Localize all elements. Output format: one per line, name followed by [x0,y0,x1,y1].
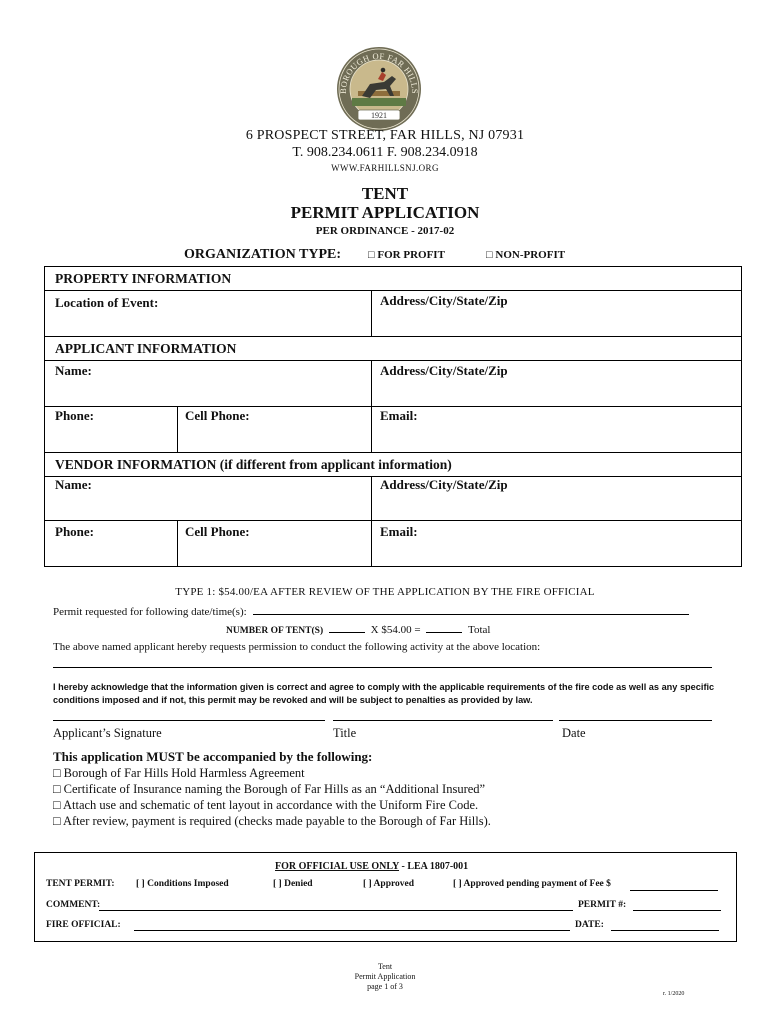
ordinance-reference: PER ORDINANCE - 2017-02 [315,225,455,237]
tents-row [226,622,490,636]
tent-permit-label: TENT PERMIT: [46,879,115,889]
total-input[interactable] [426,622,462,633]
applicant-name-field[interactable]: Name: [55,363,92,378]
approved-checkbox[interactable]: [ ] Approved [363,879,415,889]
requirement-insurance: □ Certificate of Insurance naming the Borough of Far Hills as an “Additional Insured” [53,782,486,796]
fire-official-input[interactable] [134,920,570,931]
title-line[interactable] [333,720,553,721]
date-line[interactable] [559,720,712,721]
revision-number: r. 1/2020 [663,991,685,997]
activity-statement: The above named applicant hereby requests permission to conduct the following activity at the above location: [53,641,541,653]
date-label: Date [562,726,586,740]
vendor-address-field[interactable]: Address/City/State/Zip [380,477,508,492]
form-title-line1: TENT [361,184,409,203]
fire-official-label: FIRE OFFICIAL: [46,920,121,930]
acknowledgement-text: I hereby acknowledge that the information given is correct and agree to comply with the applicable requirements of the fire code as well as any specific conditions imposed and if not, this permit may be revoked and will be subject to penalties as provided by law. [53,682,715,705]
fee-amount-input[interactable] [630,880,718,891]
total-label: Total [468,624,491,636]
applicant-address-field[interactable]: Address/City/State/Zip [380,363,508,378]
official-date-label: DATE: [575,920,604,930]
vendor-heading: VENDOR INFORMATION (if different from applicant information) [55,457,452,472]
comment-label: COMMENT: [46,900,101,910]
applicant-signature-label: Applicant’s Signature [53,726,162,740]
property-heading: PROPERTY INFORMATION [55,271,232,286]
dates-row [53,604,689,618]
requirement-schematic: □ Attach use and schematic of tent layout in accordance with the Uniform Fire Code. [53,798,479,812]
borough-phone-fax: T. 908.234.0611 F. 908.234.0918 [292,145,478,160]
form-title-line2: PERMIT APPLICATION [290,203,480,222]
denied-checkbox[interactable]: [ ] Denied [273,879,313,889]
requirements-heading: This application MUST be accompanied by the following: [53,749,373,764]
for-profit-checkbox[interactable]: □ FOR PROFIT [368,249,445,261]
footer-line1: Tent [377,962,393,971]
conditions-imposed-checkbox[interactable]: [ ] Conditions Imposed [136,879,229,889]
seal-ring-text: BOROUGH OF FAR HILLS [337,50,421,95]
approved-pending-checkbox[interactable]: [ ] Approved pending payment of Fee $ [453,879,611,889]
footer-page-number: page 1 of 3 [367,982,403,991]
official-date-input[interactable] [611,920,719,931]
official-use-box [34,852,737,942]
organization-type-label: ORGANIZATION TYPE: [184,247,342,262]
footer-line2: Permit Application [354,972,416,981]
vendor-email-field[interactable]: Email: [380,524,418,539]
dates-label: Permit requested for following date/time(s): [53,606,247,618]
official-use-heading-row [275,861,468,872]
title-label: Title [333,726,357,740]
seal-year: 1921 [371,111,387,120]
borough-seal-logo [336,46,422,132]
vendor-cell-phone-field[interactable]: Cell Phone: [185,524,250,539]
vendor-name-field[interactable]: Name: [55,477,92,492]
vendor-phone-field[interactable]: Phone: [55,524,94,539]
organization-type-row [184,247,566,263]
permit-number-input[interactable] [633,900,721,911]
number-of-tents-label: NUMBER OF TENT(S) [226,626,324,636]
applicant-email-field[interactable]: Email: [380,408,418,423]
applicant-signature-line[interactable] [53,720,325,721]
fee-type-line: TYPE 1: $54.00/EA AFTER REVIEW OF THE APPLICATION BY THE FIRE OFFICIAL [175,586,595,598]
permit-number-label: PERMIT #: [578,900,627,910]
dates-input-line[interactable] [253,604,689,615]
fee-multiplier: X $54.00 = [370,624,421,636]
applicant-heading: APPLICANT INFORMATION [55,341,237,356]
non-profit-checkbox[interactable]: □ NON-PROFIT [486,249,566,261]
applicant-phone-field[interactable]: Phone: [55,408,94,423]
comment-input[interactable] [99,900,573,911]
information-grid [44,266,742,567]
property-address-field[interactable]: Address/City/State/Zip [380,293,508,308]
activity-input-line[interactable] [53,667,712,668]
location-of-event-field[interactable]: Location of Event: [55,295,159,310]
requirement-hold-harmless: □ Borough of Far Hills Hold Harmless Agreement [53,766,305,780]
number-of-tents-input[interactable] [329,622,365,633]
requirement-payment: □ After review, payment is required (checks made payable to the Borough of Far Hills). [53,814,491,828]
official-use-heading: FOR OFFICIAL USE ONLY [275,861,400,872]
lea-number: - LEA 1807-001 [401,861,469,872]
applicant-cell-phone-field[interactable]: Cell Phone: [185,408,250,423]
borough-website: WWW.FARHILLSNJ.ORG [331,163,439,173]
borough-address: 6 PROSPECT STREET, FAR HILLS, NJ 07931 [245,128,525,143]
